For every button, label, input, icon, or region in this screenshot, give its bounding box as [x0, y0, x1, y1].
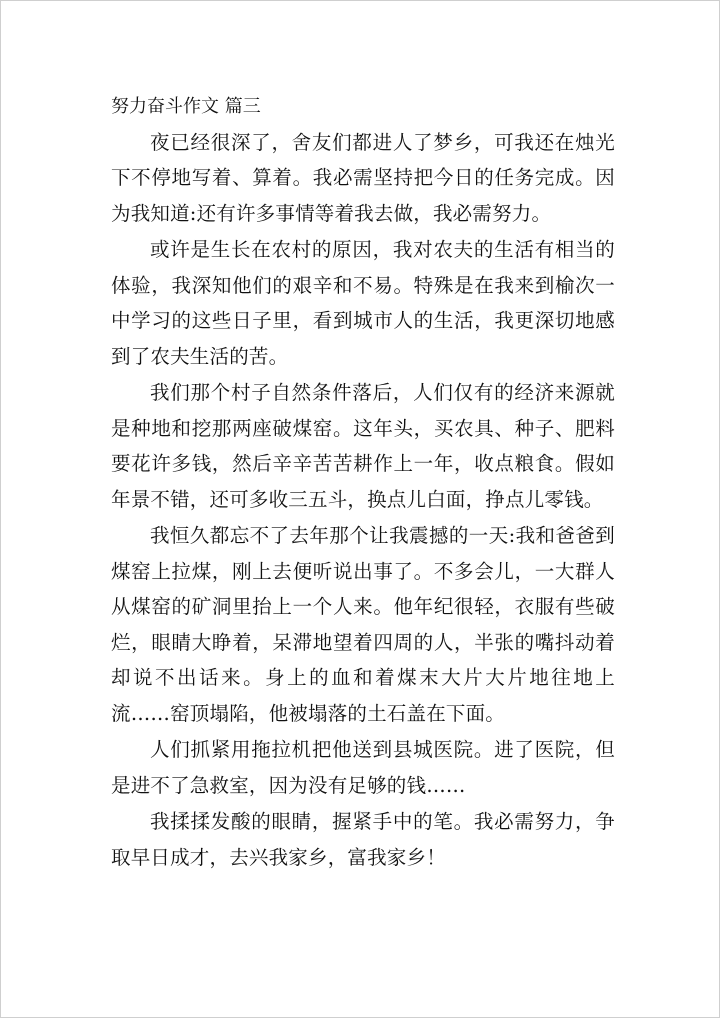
paragraph-4: 我恒久都忘不了去年那个让我震撼的一天:我和爸爸到煤窑上拉煤，刚上去便听说出事了。不多会儿，一大群人从煤窑的矿洞里抬上一个人来。他年纪很轻，衣服有些破烂，眼睛大睁着，呆滞地望着四周的人，半张的嘴抖动着却说不出话来。身上的血和着煤末大片大片地往地上流……窑顶塌陷，他被塌落的土石盖在下面。 — [111, 524, 615, 725]
paragraph-1: 夜已经很深了，舍友们都进人了梦乡，可我还在烛光下不停地写着、算着。我必需坚持把今日的任务完成。因为我知道:还有许多事情等着我去做，我必需努力。 — [111, 130, 615, 225]
paragraph-2: 或许是生长在农村的原因，我对农夫的生活有相当的体验，我深知他们的艰辛和不易。特殊是在我来到榆次一中学习的这些日子里，看到城市人的生活，我更深切地感到了农夫生活的苦。 — [111, 238, 615, 368]
document-body — [111, 89, 615, 875]
document-title: 努力奋斗作文 篇三 — [111, 96, 261, 117]
paragraph-3: 我们那个村子自然条件落后，人们仅有的经济来源就是种地和挖那两座破煤窑。这年头，买农具、种子、肥料要花许多钱，然后辛辛苦苦耕作上一年，收点粮食。假如年景不错，还可多收三五斗，换点儿白面，挣点儿零钱。 — [111, 381, 615, 511]
paragraph-6: 我揉揉发酸的眼睛，握紧手中的笔。我必需努力，争取早日成才，去兴我家乡，富我家乡！ — [111, 810, 615, 869]
paragraph-5: 人们抓紧用拖拉机把他送到县城医院。进了医院，但是进不了急救室，因为没有足够的钱…… — [111, 738, 615, 797]
